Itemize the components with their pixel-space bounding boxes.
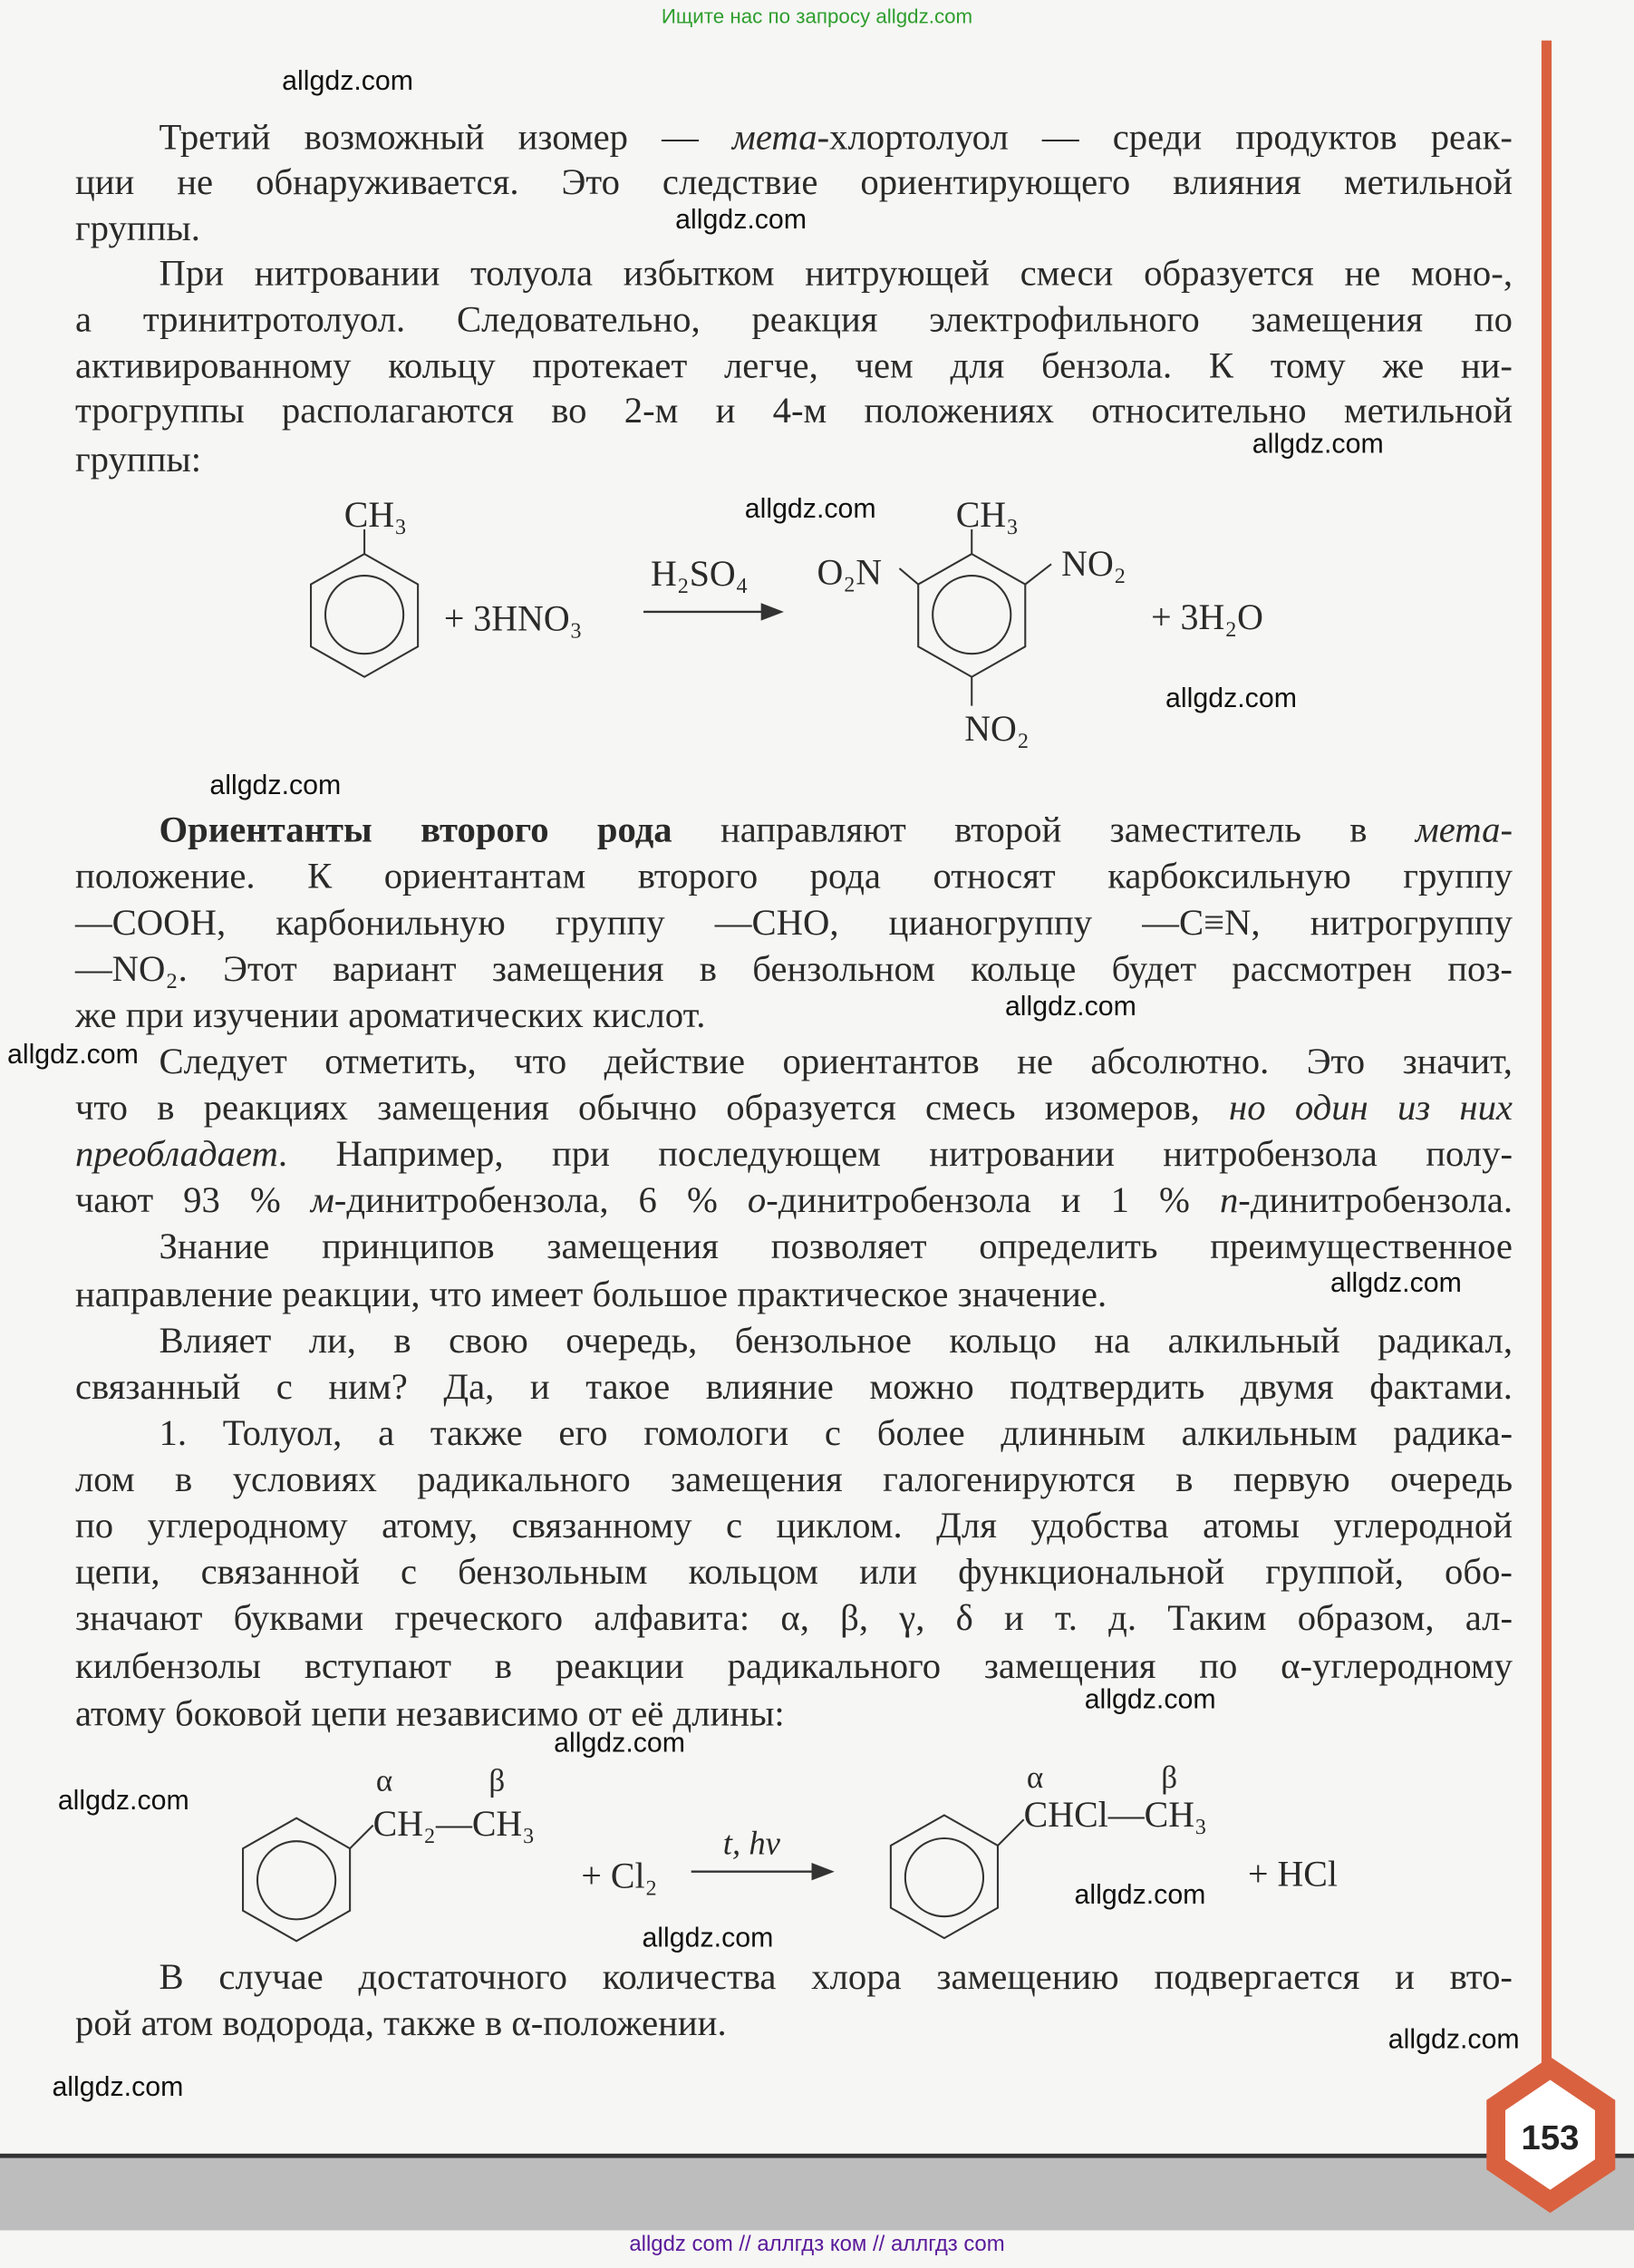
text-segment: - <box>1500 808 1513 851</box>
site-watermark: allgdz.com <box>642 1924 774 1954</box>
site-watermark: allgdz.com <box>744 494 876 526</box>
page-number: 153 <box>1521 2118 1580 2158</box>
text-segment: положение. К ориентантам второго рода относят карбоксильную группу <box>74 854 1513 897</box>
text-segment: значают буквами греческого алфавита: α, β, γ, δ и т. д. Таким образом, ал- <box>74 1596 1513 1639</box>
italic-term: п <box>1219 1178 1239 1221</box>
site-watermark: allgdz.com <box>6 1040 139 1071</box>
text-segment: Следует отметить, что действие ориентантов не абсолютно. Это значит, <box>159 1040 1513 1082</box>
header-watermark: Ищите нас по запросу allgdz.com <box>661 4 973 28</box>
alpha-label: α <box>375 1762 393 1798</box>
site-watermark: allgdz.com <box>1074 1880 1206 1911</box>
site-watermark: allgdz.com <box>1329 1268 1462 1299</box>
text-segment: . Например, при последующем нитровании нитробензола полу- <box>277 1132 1513 1175</box>
catalyst-label: H₂SO₄ <box>651 553 749 595</box>
text-segment: что в реакциях замещения обычно образуется смесь изомеров, <box>74 1086 1230 1129</box>
site-watermark: allgdz.com <box>1387 2024 1520 2056</box>
italic-term: преобладает <box>74 1132 278 1175</box>
text-segment: же при изучении ароматических кислот. <box>74 993 706 1036</box>
site-watermark: allgdz.com <box>57 1786 189 1817</box>
text-segment: направление реакции, что имеет большое практическое значение. <box>74 1273 1107 1315</box>
alpha-label: α <box>1026 1759 1044 1796</box>
text-segment: -динитробензола. <box>1238 1178 1513 1221</box>
italic-term: мета <box>1415 808 1501 851</box>
text-segment: 1. Толуол, а также его гомологи с более длинным алкильным радика- <box>159 1411 1513 1454</box>
toluene-ch3: CH₃ <box>343 493 408 535</box>
product-no2-right: NO₂ <box>1061 543 1126 585</box>
beta-label: β <box>1161 1759 1178 1796</box>
text-segment: ции не обнаруживается. Это следствие ориентирующего влияния метильной <box>74 160 1513 203</box>
text-segment: чают 93 % <box>74 1178 311 1221</box>
site-watermark: allgdz.com <box>1165 683 1297 715</box>
text-segment: рой атом водорода, также в α-положении. <box>74 2001 727 2044</box>
text-segment: а тринитротолуол. Следовательно, реакция электрофильного замещения по <box>74 297 1513 340</box>
ethyl-chain: CH₂—CH₃ <box>372 1802 536 1844</box>
text-segment: Знание принципов замещения позволяет определить преимущественное <box>159 1225 1513 1267</box>
nitric-acid-reagent: + 3HNO₃ <box>443 597 583 639</box>
text-segment: связанный с ним? Да, и такое влияние можно подтвердить двумя фактами. <box>74 1365 1513 1408</box>
text-segment: направляют второй заместитель в <box>672 808 1416 851</box>
text-segment: В случае достаточного количества хлора замещению подвергается и вто- <box>159 1955 1513 1998</box>
text-segment: активированному кольцу протекает легче, чем для бензола. К тому же ни- <box>74 344 1513 387</box>
text-segment: трогруппы располагаются во 2-м и 4-м положениях относительно метильной <box>74 389 1513 431</box>
site-watermark: allgdz.com <box>1004 992 1136 1023</box>
italic-term: мета <box>731 115 817 158</box>
site-watermark: allgdz.com <box>52 2072 184 2104</box>
italic-term: о <box>747 1178 767 1221</box>
text-segment: по углеродному атому, связанному с циклом. Для удобства атомы углеродной <box>74 1504 1513 1546</box>
chlorine-reagent: + Cl₂ <box>581 1855 658 1896</box>
text-segment: -динитробензола, 6 % <box>334 1178 748 1221</box>
text-segment: При нитровании толуола избытком нитрующей смеси образуется не моно-, <box>159 251 1513 294</box>
text-segment: Третий возможный изомер — <box>159 115 732 158</box>
text-segment: килбензолы вступают в реакции радикального замещения по α-углеродному <box>74 1644 1513 1687</box>
text-segment: атому боковой цепи независимо от её длины: <box>74 1691 785 1735</box>
product-no2-bottom: NO₂ <box>964 707 1030 749</box>
text-segment: Влияет ли, в свою очередь, бензольное кольцо на алкильный радикал, <box>159 1319 1513 1362</box>
italic-term: м <box>310 1178 334 1221</box>
reaction-condition: t, hν <box>722 1824 780 1862</box>
footer-watermark: allgdz com // аллгдз ком // аллгдз com <box>629 2232 1005 2257</box>
site-watermark: allgdz.com <box>209 771 342 801</box>
bold-term: Ориентанты второго рода <box>159 808 672 851</box>
text-segment: цепи, связанной с бензольным кольцом или функциональной группой, обо- <box>74 1550 1513 1593</box>
site-watermark: allgdz.com <box>1252 429 1384 460</box>
product-ch3: CH₃ <box>955 493 1019 535</box>
text-segment: группы. <box>74 207 200 249</box>
chloroethyl-chain: CHCl—CH₃ <box>1023 1794 1207 1836</box>
italic-term: но один из них <box>1229 1086 1513 1129</box>
site-watermark: allgdz.com <box>282 66 414 97</box>
product-o2n: O₂N <box>817 551 883 593</box>
water-byproduct: + 3H₂O <box>1151 596 1263 638</box>
hcl-byproduct: + HCl <box>1248 1853 1338 1895</box>
text-segment: лом в условиях радикального замещения галогенируются в первую очередь <box>74 1458 1513 1500</box>
site-watermark: allgdz.com <box>1084 1684 1216 1716</box>
beta-label: β <box>488 1762 506 1798</box>
text-segment: -динитробензола и 1 % <box>766 1178 1220 1221</box>
text-segment: -хлортолуол — среди продуктов реак- <box>817 115 1513 158</box>
site-watermark: allgdz.com <box>554 1728 686 1759</box>
site-watermark: allgdz.com <box>675 205 807 237</box>
text-segment: —NO₂. Этот вариант замещения в бензольном кольце будет рассмотрен поз- <box>74 947 1513 990</box>
text-segment: группы: <box>74 438 202 480</box>
text-segment: —COOH, карбонильную группу —CHO, цианогруппу —C≡N, нитрогруппу <box>74 901 1513 944</box>
